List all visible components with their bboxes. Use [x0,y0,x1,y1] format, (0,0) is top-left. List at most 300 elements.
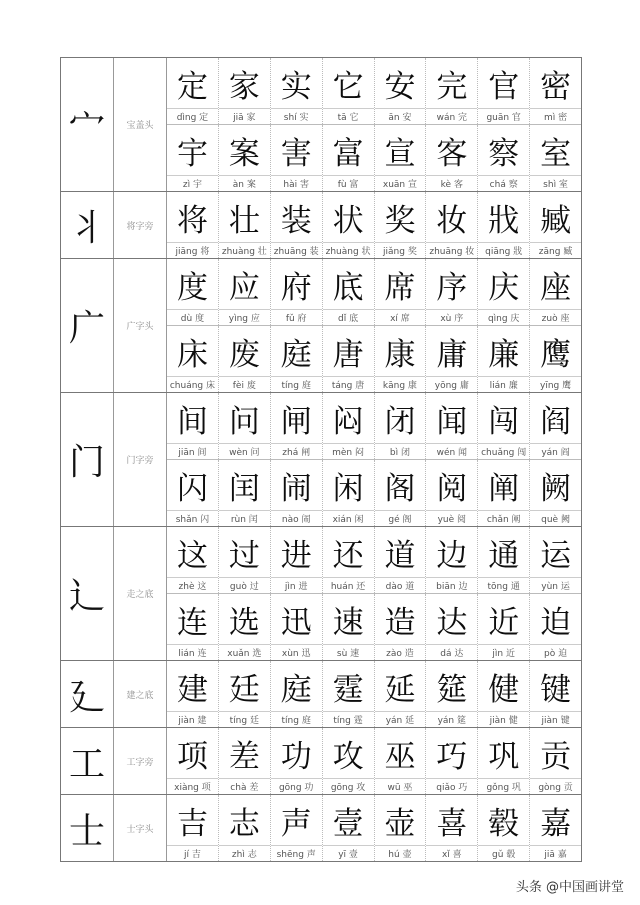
pinyin-label: biān 边 [426,577,477,593]
character-glyph: 它 [332,68,364,105]
pinyin-label: mèn 闷 [323,443,374,459]
character-glyph: 臧 [540,202,572,239]
character-cell [322,259,374,325]
character-glyph: 序 [436,269,468,306]
character-glyph: 阁 [384,470,416,507]
pinyin-label: fǔ 府 [271,309,322,325]
character-cell [425,58,477,124]
character-row [167,459,581,526]
pinyin-label: xùn 迅 [271,644,322,660]
character-glyph: 庭 [280,671,312,708]
pinyin-label: bì 闭 [375,443,426,459]
character-cell [167,661,218,727]
radical-group [61,192,581,259]
pinyin-label: chá 察 [478,175,529,191]
character-cell [529,58,581,124]
character-cell [374,460,426,526]
pinyin-label: dǐ 底 [323,309,374,325]
character-cell [270,661,322,727]
pinyin-label: dù 度 [167,309,218,325]
character-cell [322,326,374,392]
character-glyph: 宇 [176,135,208,172]
pinyin-label: sù 速 [323,644,374,660]
character-glyph: 廷 [228,671,260,708]
character-glyph: 造 [384,604,416,641]
character-cell [374,594,426,660]
radical-glyph: 士 [61,795,114,861]
character-glyph: 攻 [332,738,364,775]
character-glyph: 建 [176,671,208,708]
character-glyph: 戕 [488,202,520,239]
character-glyph: 声 [280,805,312,842]
pinyin-label: lián 廉 [478,376,529,392]
character-glyph: 家 [228,68,260,105]
pinyin-label: guò 过 [219,577,270,593]
character-glyph: 筵 [436,671,468,708]
character-cell [529,594,581,660]
radical-glyph: 门 [61,393,114,526]
character-glyph: 席 [384,269,416,306]
character-cell [477,58,529,124]
character-glyph: 状 [332,202,364,239]
character-glyph: 官 [488,68,520,105]
character-glyph: 庆 [488,269,520,306]
character-cell [322,125,374,191]
pinyin-label: zhá 闸 [271,443,322,459]
pinyin-label: tōng 通 [478,577,529,593]
character-glyph: 奖 [384,202,416,239]
pinyin-label: chà 差 [219,778,270,794]
pinyin-label: zhuàng 壮 [219,242,270,258]
character-cell [270,393,322,459]
pinyin-label: yán 筵 [426,711,477,727]
character-cell [167,393,218,459]
character-glyph: 庭 [280,336,312,373]
character-cell [425,393,477,459]
character-glyph: 富 [332,135,364,172]
character-cell [167,326,218,392]
character-glyph: 壮 [228,202,260,239]
character-cell [477,661,529,727]
character-glyph: 装 [280,202,312,239]
character-row [167,124,581,191]
character-glyph: 边 [436,537,468,574]
character-glyph: 巫 [384,738,416,775]
radical-group [61,795,581,862]
radical-name: 宝盖头 [114,58,167,191]
character-row [167,795,581,861]
pinyin-label: táng 唐 [323,376,374,392]
character-glyph: 速 [332,604,364,641]
character-glyph: 应 [228,269,260,306]
pinyin-label: yán 延 [375,711,426,727]
character-glyph: 客 [436,135,468,172]
pinyin-label: xiàng 项 [167,778,218,794]
character-cell [374,728,426,794]
character-glyph: 安 [384,68,416,105]
character-cell [322,594,374,660]
pinyin-label: dào 道 [375,577,426,593]
character-cell [529,527,581,593]
pinyin-label: jiàn 健 [478,711,529,727]
character-glyph: 闪 [176,470,208,507]
radical-glyph: 宀 [61,58,114,191]
character-row [167,593,581,660]
character-cell [218,728,270,794]
pinyin-label: ān 安 [375,108,426,124]
character-cell [425,326,477,392]
character-glyph: 贡 [540,738,572,775]
character-cell [425,661,477,727]
character-glyph: 完 [436,68,468,105]
character-cell [477,326,529,392]
character-glyph: 巧 [436,738,468,775]
character-cell [218,393,270,459]
radical-group [61,259,581,393]
pinyin-label: qìng 庆 [478,309,529,325]
character-cell [167,58,218,124]
pinyin-label: mì 密 [530,108,581,124]
character-cell [167,527,218,593]
character-cell [374,125,426,191]
character-cell [322,795,374,861]
pinyin-label: gōng 攻 [323,778,374,794]
radical-group [61,393,581,527]
character-cell [167,594,218,660]
character-cell [218,58,270,124]
pinyin-label: gòng 贡 [530,778,581,794]
character-glyph: 喜 [436,805,468,842]
character-cell [322,661,374,727]
character-cell [218,795,270,861]
character-glyph: 床 [176,336,208,373]
pinyin-label: qiāng 戕 [478,242,529,258]
character-glyph: 进 [280,537,312,574]
radical-group [61,661,581,728]
character-glyph: 迅 [280,604,312,641]
character-glyph: 将 [176,202,208,239]
character-glyph: 密 [540,68,572,105]
pinyin-label: shí 实 [271,108,322,124]
character-cell [477,192,529,258]
pinyin-label: jí 吉 [167,845,218,861]
pinyin-label: zhì 志 [219,845,270,861]
character-cell [477,460,529,526]
character-glyph: 霆 [332,671,364,708]
pinyin-label: gǔ 毂 [478,845,529,861]
character-glyph: 毂 [488,805,520,842]
character-glyph: 宣 [384,135,416,172]
character-glyph: 阅 [436,470,468,507]
character-glyph: 室 [540,135,572,172]
pinyin-label: jiān 间 [167,443,218,459]
pinyin-label: wū 巫 [375,778,426,794]
pinyin-label: yìng 应 [219,309,270,325]
pinyin-label: xù 序 [426,309,477,325]
character-glyph: 廉 [488,336,520,373]
pinyin-label: fù 富 [323,175,374,191]
character-cell [322,460,374,526]
pinyin-label: xián 闲 [323,510,374,526]
pinyin-label: àn 案 [219,175,270,191]
character-glyph: 运 [540,537,572,574]
character-glyph: 健 [488,671,520,708]
character-row [167,661,581,727]
character-cell [425,125,477,191]
pinyin-label: zhuāng 装 [271,242,322,258]
pinyin-label: wèn 问 [219,443,270,459]
character-glyph: 察 [488,135,520,172]
character-cell [167,259,218,325]
radical-group [61,58,581,192]
radical-glyph: 广 [61,259,114,392]
character-glyph: 问 [228,403,260,440]
character-glyph: 妆 [436,202,468,239]
character-glyph: 选 [228,604,260,641]
pinyin-label: jiā 嘉 [530,845,581,861]
pinyin-label: dá 达 [426,644,477,660]
character-glyph: 实 [280,68,312,105]
radical-glyph: 辶 [61,527,114,660]
pinyin-label: rùn 闰 [219,510,270,526]
character-glyph: 闲 [332,470,364,507]
character-glyph: 废 [228,336,260,373]
character-cell [425,795,477,861]
character-cell [270,192,322,258]
character-glyph: 迫 [540,604,572,641]
character-glyph: 闻 [436,403,468,440]
pinyin-label: fèi 废 [219,376,270,392]
character-cell [270,326,322,392]
character-row [167,527,581,593]
character-glyph: 府 [280,269,312,306]
character-cell [270,259,322,325]
character-cell [374,326,426,392]
radical-name: 走之底 [114,527,167,660]
character-cell [270,58,322,124]
pinyin-label: zāng 臧 [530,242,581,258]
pinyin-label: tíng 庭 [271,376,322,392]
pinyin-label: tíng 庭 [271,711,322,727]
pinyin-label: yán 阎 [530,443,581,459]
character-practice-sheet [60,57,582,862]
character-row [167,259,581,325]
character-cell [167,795,218,861]
character-row [167,393,581,459]
character-cell [529,192,581,258]
pinyin-label: shǎn 闪 [167,510,218,526]
pinyin-label: xǐ 喜 [426,845,477,861]
character-glyph: 嘉 [540,805,572,842]
character-cell [477,728,529,794]
pinyin-label: zuò 座 [530,309,581,325]
radical-group [61,728,581,795]
character-cell [425,460,477,526]
pinyin-label: jiā 家 [219,108,270,124]
character-glyph: 阙 [540,470,572,507]
character-cell [218,326,270,392]
character-cell [529,460,581,526]
pinyin-label: kè 客 [426,175,477,191]
character-cell [270,527,322,593]
pinyin-label: gōng 功 [271,778,322,794]
pinyin-label: jiàn 键 [530,711,581,727]
character-cell [167,728,218,794]
character-cell [529,795,581,861]
character-glyph: 功 [280,738,312,775]
pinyin-label: shēng 声 [271,845,322,861]
pinyin-label: yuè 阅 [426,510,477,526]
character-cell [218,460,270,526]
character-glyph: 闷 [332,403,364,440]
character-glyph: 志 [228,805,260,842]
character-glyph: 延 [384,671,416,708]
character-row [167,192,581,258]
character-cell [270,594,322,660]
character-cell [425,728,477,794]
pinyin-label: nào 闹 [271,510,322,526]
pinyin-label: guān 官 [478,108,529,124]
character-glyph: 定 [176,68,208,105]
pinyin-label: wán 完 [426,108,477,124]
pinyin-label: xí 席 [375,309,426,325]
radical-name: 门字旁 [114,393,167,526]
character-cell [322,192,374,258]
character-glyph: 闰 [228,470,260,507]
character-cell [218,259,270,325]
character-glyph: 近 [488,604,520,641]
pinyin-label: yīng 鹰 [530,376,581,392]
character-cell [218,594,270,660]
character-cell [477,259,529,325]
character-glyph: 过 [228,537,260,574]
character-glyph: 阐 [488,470,520,507]
character-cell [374,527,426,593]
character-glyph: 这 [176,537,208,574]
pinyin-label: lián 连 [167,644,218,660]
pinyin-label: gé 阁 [375,510,426,526]
pinyin-label: chǎn 阐 [478,510,529,526]
character-cell [167,125,218,191]
character-cell [529,125,581,191]
pinyin-label: pò 迫 [530,644,581,660]
pinyin-label: jiāng 将 [167,242,218,258]
character-glyph: 座 [540,269,572,306]
pinyin-label: xuǎn 选 [219,644,270,660]
character-glyph: 闭 [384,403,416,440]
pinyin-label: kāng 康 [375,376,426,392]
character-glyph: 闸 [280,403,312,440]
pinyin-label: tíng 廷 [219,711,270,727]
radical-glyph: 工 [61,728,114,794]
character-cell [167,192,218,258]
character-cell [270,125,322,191]
pinyin-label: yōng 庸 [426,376,477,392]
character-cell [477,125,529,191]
character-glyph: 壹 [332,805,364,842]
watermark: 头条 @中国画讲堂 [515,880,624,895]
character-cell [425,594,477,660]
character-glyph: 项 [176,738,208,775]
pinyin-label: gǒng 巩 [478,778,529,794]
character-cell [218,527,270,593]
character-glyph: 通 [488,537,520,574]
pinyin-label: zhuāng 妆 [426,242,477,258]
character-glyph: 阎 [540,403,572,440]
pinyin-label: qiǎo 巧 [426,778,477,794]
pinyin-label: hài 害 [271,175,322,191]
pinyin-label: chuǎng 闯 [478,443,529,459]
radical-name: 工字旁 [114,728,167,794]
character-cell [374,259,426,325]
character-cell [374,393,426,459]
character-cell [529,259,581,325]
character-glyph: 道 [384,537,416,574]
character-cell [374,58,426,124]
character-cell [529,393,581,459]
radical-glyph: 廴 [61,661,114,727]
character-cell [270,460,322,526]
pinyin-label: jiàn 建 [167,711,218,727]
pinyin-label: jìn 近 [478,644,529,660]
character-glyph: 庸 [436,336,468,373]
character-cell [218,125,270,191]
character-cell [218,192,270,258]
character-cell [529,326,581,392]
pinyin-label: hú 壶 [375,845,426,861]
pinyin-label: zhè 这 [167,577,218,593]
pinyin-label: tíng 霆 [323,711,374,727]
pinyin-label: zào 造 [375,644,426,660]
radical-glyph: 丬 [61,192,114,258]
pinyin-label: xuān 宣 [375,175,426,191]
pinyin-label: tā 它 [323,108,374,124]
character-cell [322,393,374,459]
character-cell [322,58,374,124]
pinyin-label: huán 还 [323,577,374,593]
radical-name: 士字头 [114,795,167,861]
pinyin-label: jiǎng 奖 [375,242,426,258]
character-cell [270,795,322,861]
character-cell [374,192,426,258]
character-cell [270,728,322,794]
character-cell [322,527,374,593]
character-glyph: 吉 [176,805,208,842]
radical-name: 建之底 [114,661,167,727]
character-cell [374,661,426,727]
character-glyph: 巩 [488,738,520,775]
character-glyph: 间 [176,403,208,440]
character-glyph: 壶 [384,805,416,842]
character-cell [529,661,581,727]
pinyin-label: shì 室 [530,175,581,191]
character-cell [425,527,477,593]
character-glyph: 连 [176,604,208,641]
character-glyph: 键 [540,671,572,708]
radical-name: 将字旁 [114,192,167,258]
pinyin-label: yī 壹 [323,845,374,861]
character-glyph: 达 [436,604,468,641]
pinyin-label: wén 闻 [426,443,477,459]
pinyin-label: jìn 进 [271,577,322,593]
character-glyph: 差 [228,738,260,775]
character-cell [374,795,426,861]
pinyin-label: què 阙 [530,510,581,526]
character-glyph: 还 [332,537,364,574]
pinyin-label: dìng 定 [167,108,218,124]
character-cell [529,728,581,794]
character-cell [322,728,374,794]
